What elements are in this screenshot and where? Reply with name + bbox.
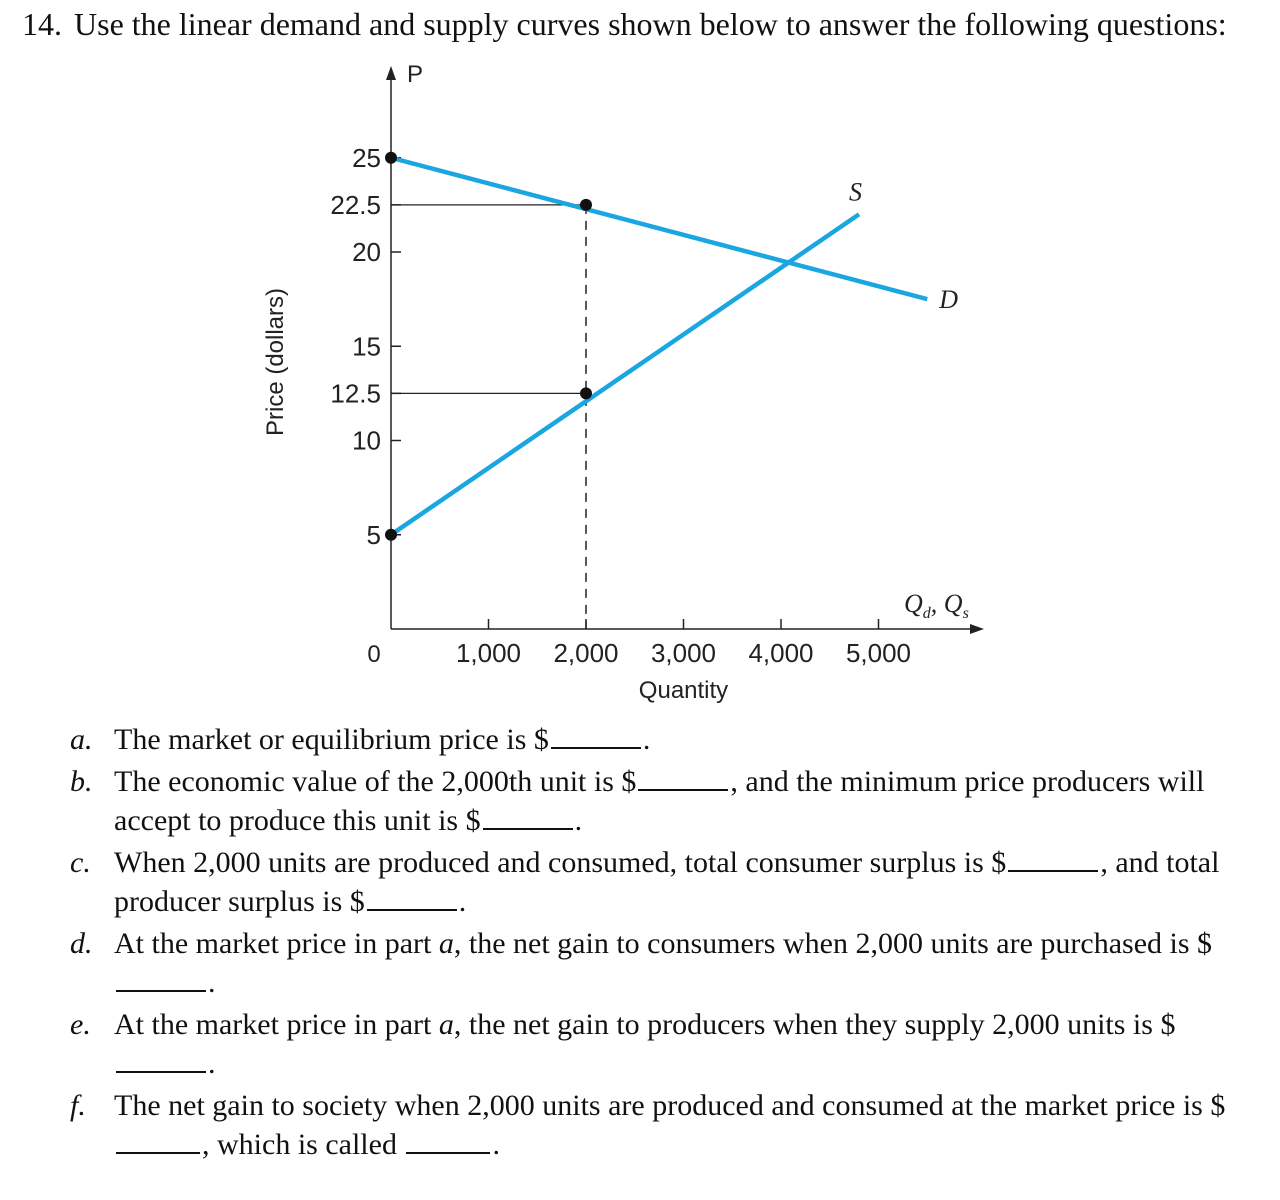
x-axis-symbol: $Q_d$, $Q_s$ — [904, 589, 969, 622]
part-e-ref: a — [438, 1008, 454, 1041]
origin-label: 0 — [367, 641, 381, 668]
x-axis-arrow — [970, 624, 984, 634]
answer-blank[interactable] — [116, 1047, 206, 1073]
y-axis-label: Price (dollars) — [262, 287, 289, 437]
x-axis-label: Quantity — [638, 677, 729, 704]
answer-blank[interactable] — [116, 1128, 200, 1154]
part-d-text-1: At the market price in part — [114, 927, 439, 960]
y-axis-symbol: P — [407, 61, 424, 88]
part-c-text-1: When 2,000 units are produced and consumed, total consumer surplus is $ — [114, 846, 1007, 879]
part-d — [70, 924, 1240, 1002]
data-point — [385, 529, 397, 541]
question-heading — [22, 6, 1227, 43]
y-tick-label: 12.5 — [330, 378, 381, 409]
answer-blank[interactable] — [367, 885, 457, 911]
part-letter: e. — [70, 1008, 91, 1041]
data-point — [580, 199, 592, 211]
answer-blank[interactable] — [638, 765, 728, 791]
part-b — [70, 762, 1240, 840]
y-tick-label: 22.5 — [330, 189, 381, 220]
part-c — [70, 843, 1240, 921]
part-f-text-1: The net gain to society when 2,000 units are produced and consumed at the market price is $ — [114, 1089, 1226, 1122]
part-letter: c. — [70, 846, 91, 879]
part-d-ref: a — [438, 927, 454, 960]
part-b-text-3: . — [574, 804, 583, 837]
part-a-text-1: The market or equilibrium price is $ — [114, 723, 549, 756]
y-axis-arrow — [386, 66, 396, 80]
part-f-text-2: , which is called — [202, 1128, 405, 1161]
part-letter: b. — [70, 765, 93, 798]
data-point — [385, 152, 397, 164]
demand-curve — [391, 158, 927, 299]
question-parts — [70, 720, 1240, 1167]
x-tick-label: 1,000 — [455, 638, 522, 668]
supply-label: S — [849, 177, 862, 207]
supply-demand-chart — [0, 50, 1280, 710]
x-tick-label: 2,000 — [553, 638, 619, 668]
part-a-text-2: . — [642, 723, 651, 756]
part-b-text-1: The economic value of the 2,000th unit is $ — [114, 765, 637, 798]
answer-blank[interactable] — [116, 966, 206, 992]
question-prompt: Use the linear demand and supply curves shown below to answer the following questions: — [74, 6, 1227, 42]
part-f-text-3: . — [492, 1128, 500, 1161]
question-number: 14. — [22, 6, 62, 42]
y-tick-label: 20 — [352, 237, 381, 267]
part-d-text-2: , the net gain to consumers when 2,000 units are purchased is $ — [453, 927, 1213, 960]
part-c-text-2: , and total producer surplus is $ — [114, 846, 1220, 918]
y-tick-label: 15 — [352, 331, 381, 362]
part-letter: f. — [70, 1089, 86, 1122]
y-tick-label: 25 — [352, 142, 381, 173]
answer-blank[interactable] — [483, 804, 573, 830]
y-tick-label: 5 — [366, 519, 381, 550]
part-f — [70, 1086, 1240, 1164]
answer-blank[interactable] — [406, 1128, 490, 1154]
part-e-text-3: . — [208, 1047, 216, 1080]
x-tick-label: 4,000 — [748, 638, 814, 668]
x-tick-label: 5,000 — [845, 638, 912, 668]
part-e — [70, 1005, 1240, 1083]
part-e-text-2: , the net gain to producers when they supply 2,000 units is $ — [453, 1008, 1176, 1041]
y-tick-label: 10 — [352, 425, 381, 456]
x-tick-label: 3,000 — [650, 638, 717, 668]
demand-label: D — [939, 285, 959, 315]
part-c-text-3: . — [458, 885, 467, 918]
part-d-text-3: . — [208, 966, 216, 999]
part-letter: d. — [70, 927, 93, 960]
data-point — [580, 387, 592, 399]
answer-blank[interactable] — [1008, 846, 1098, 872]
part-e-text-1: At the market price in part — [114, 1008, 439, 1041]
part-b-text-2: , and the minimum price producers will accept to produce this unit is $ — [114, 765, 1205, 837]
part-a — [70, 720, 1240, 759]
supply-curve — [391, 214, 859, 534]
part-letter: a. — [70, 723, 93, 756]
answer-blank[interactable] — [551, 723, 641, 749]
